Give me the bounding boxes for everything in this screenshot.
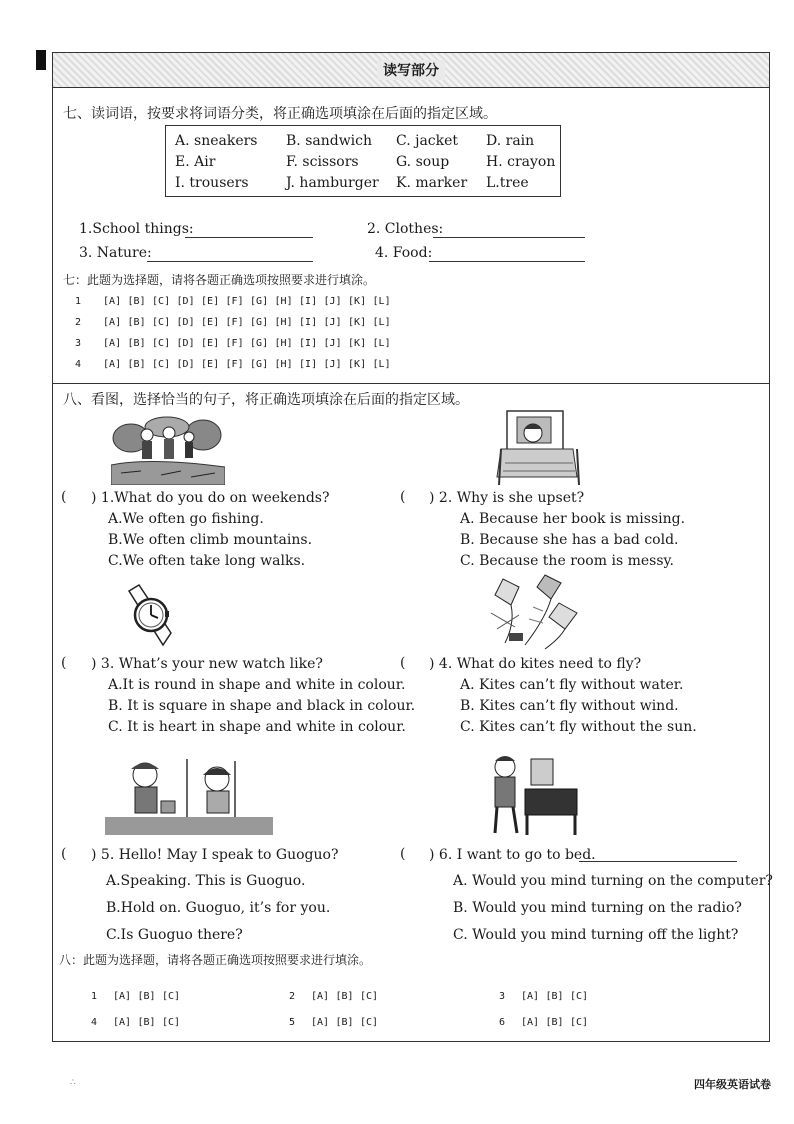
answer-bubble[interactable]: [C] bbox=[570, 991, 589, 1002]
bubble-row-8-1 bbox=[91, 991, 187, 1002]
question-3-option-b: B. It is square in shape and black in colour. bbox=[108, 698, 416, 714]
answer-bubble[interactable]: [H] bbox=[274, 338, 293, 349]
word-item: F. scissors bbox=[286, 154, 359, 170]
nature-label: 3. Nature: bbox=[79, 245, 152, 261]
word-item: A. sneakers bbox=[175, 133, 258, 149]
question-2-stem: ) 2. Why is she upset? bbox=[429, 490, 585, 506]
word-item: L.tree bbox=[486, 175, 529, 191]
answer-bubble[interactable]: [B] bbox=[545, 991, 564, 1002]
clothes-blank[interactable] bbox=[433, 237, 585, 238]
answer-bubble[interactable]: [B] bbox=[127, 317, 146, 328]
answer-bubble[interactable]: [C] bbox=[360, 1017, 379, 1028]
answer-bubble[interactable]: [E] bbox=[201, 296, 220, 307]
word-item: K. marker bbox=[396, 175, 468, 191]
answer-bubble[interactable]: [A] bbox=[113, 991, 132, 1002]
word-item: D. rain bbox=[486, 133, 535, 149]
answer-bubble[interactable]: [B] bbox=[335, 991, 354, 1002]
question-1-option-a: A.We often go fishing. bbox=[108, 511, 264, 527]
answer-bubble[interactable]: [A] bbox=[103, 359, 122, 370]
answer-bubble[interactable]: [C] bbox=[570, 1017, 589, 1028]
answer-bubble[interactable]: [B] bbox=[545, 1017, 564, 1028]
answer-bubble[interactable]: [G] bbox=[250, 338, 269, 349]
answer-bubble[interactable]: [G] bbox=[250, 317, 269, 328]
answer-bubble[interactable]: [B] bbox=[127, 338, 146, 349]
picture-family-walking bbox=[111, 413, 225, 485]
answer-paren[interactable]: ( bbox=[400, 655, 406, 671]
picture-girl-in-bed bbox=[493, 403, 583, 485]
answer-bubble[interactable]: [C] bbox=[162, 991, 181, 1002]
question-2-option-a: A. Because her book is missing. bbox=[460, 511, 686, 527]
scan-speck: ∴ bbox=[70, 1078, 76, 1088]
answer-bubble[interactable]: [I] bbox=[299, 317, 318, 328]
question-6-option-b: B. Would you mind turning on the radio? bbox=[453, 900, 742, 916]
answer-bubble[interactable]: [J] bbox=[323, 317, 342, 328]
word-item: B. sandwich bbox=[286, 133, 373, 149]
answer-bubble[interactable]: [H] bbox=[274, 296, 293, 307]
question-1-stem: ) 1.What do you do on weekends? bbox=[91, 490, 330, 506]
answer-bubble[interactable]: [K] bbox=[348, 359, 367, 370]
answer-bubble[interactable]: [H] bbox=[274, 317, 293, 328]
answer-bubble[interactable]: [A] bbox=[521, 1017, 540, 1028]
bubble-row-number: 6 bbox=[499, 1017, 506, 1028]
answer-bubble[interactable]: [E] bbox=[201, 317, 220, 328]
answer-paren[interactable]: ( bbox=[400, 489, 406, 505]
answer-bubble[interactable]: [C] bbox=[152, 296, 171, 307]
answer-bubble[interactable]: [H] bbox=[274, 359, 293, 370]
food-label: 4. Food: bbox=[375, 245, 433, 261]
question-4-option-a: A. Kites can’t fly without water. bbox=[460, 677, 684, 693]
bubble-row-8-5 bbox=[289, 1017, 385, 1028]
section-header-title: 读写部分 bbox=[377, 60, 445, 80]
question-6-stem: ) 6. I want to go to bed. bbox=[429, 847, 596, 863]
bubble-row-7-2 bbox=[75, 317, 397, 328]
answer-bubble[interactable]: [F] bbox=[225, 317, 244, 328]
answer-paren[interactable]: ( bbox=[61, 655, 67, 671]
answer-bubble[interactable]: [C] bbox=[152, 338, 171, 349]
answer-bubble[interactable]: [B] bbox=[127, 296, 146, 307]
question-6-option-a: A. Would you mind turning on the computer? bbox=[453, 873, 773, 889]
bubble-row-8-3 bbox=[499, 991, 595, 1002]
question-2-option-b: B. Because she has a bad cold. bbox=[460, 532, 679, 548]
word-item: G. soup bbox=[396, 154, 450, 170]
answer-bubble[interactable]: [L] bbox=[372, 338, 391, 349]
answer-bubble[interactable]: [C] bbox=[152, 359, 171, 370]
question-4-option-c: C. Kites can’t fly without the sun. bbox=[460, 719, 697, 735]
food-blank[interactable] bbox=[429, 261, 585, 262]
answer-paren[interactable]: ( bbox=[61, 489, 67, 505]
answer-bubble[interactable]: [F] bbox=[225, 296, 244, 307]
answer-bubble[interactable]: [F] bbox=[225, 338, 244, 349]
question-6-option-c: C. Would you mind turning off the light? bbox=[453, 927, 739, 943]
school-things-label: 1.School things: bbox=[79, 221, 194, 237]
section7-answer-note: 七：此题为选择题，请将各题正确选项按照要求进行填涂。 bbox=[63, 273, 376, 287]
answer-bubble[interactable]: [E] bbox=[201, 359, 220, 370]
answer-bubble[interactable]: [A] bbox=[103, 296, 122, 307]
question-4-stem: ) 4. What do kites need to fly? bbox=[429, 656, 642, 672]
bubble-row-number: 4 bbox=[75, 359, 82, 370]
question-6-blank[interactable] bbox=[579, 861, 737, 862]
answer-bubble[interactable]: [A] bbox=[521, 991, 540, 1002]
answer-bubble[interactable]: [L] bbox=[372, 317, 391, 328]
bubble-row-number: 1 bbox=[91, 991, 98, 1002]
bubble-row-8-2 bbox=[289, 991, 385, 1002]
answer-paren[interactable]: ( bbox=[61, 846, 67, 862]
answer-bubble[interactable]: [A] bbox=[103, 338, 122, 349]
word-item: E. Air bbox=[175, 154, 216, 170]
answer-bubble[interactable]: [E] bbox=[201, 338, 220, 349]
bubble-row-7-1 bbox=[75, 296, 397, 307]
question-5-option-b: B.Hold on. Guoguo, it’s for you. bbox=[106, 900, 331, 916]
answer-bubble[interactable]: [I] bbox=[299, 338, 318, 349]
nature-blank[interactable] bbox=[147, 261, 313, 262]
answer-bubble[interactable]: [J] bbox=[323, 359, 342, 370]
bubble-row-8-4 bbox=[91, 1017, 187, 1028]
answer-bubble[interactable]: [F] bbox=[225, 359, 244, 370]
section8-answer-note: 八：此题为选择题，请将各题正确选项按照要求进行填涂。 bbox=[59, 953, 372, 967]
answer-bubble[interactable]: [C] bbox=[360, 991, 379, 1002]
word-item: C. jacket bbox=[396, 133, 459, 149]
answer-bubble[interactable]: [K] bbox=[348, 317, 367, 328]
corner-registration-mark bbox=[36, 50, 46, 70]
bubble-row-7-3 bbox=[75, 338, 397, 349]
bubble-row-number: 2 bbox=[75, 317, 82, 328]
answer-bubble[interactable]: [J] bbox=[323, 338, 342, 349]
exam-frame bbox=[52, 52, 773, 1042]
answer-bubble[interactable]: [I] bbox=[299, 296, 318, 307]
picture-kites bbox=[485, 573, 585, 651]
question-5-stem: ) 5. Hello! May I speak to Guoguo? bbox=[91, 847, 339, 863]
question-3-option-a: A.It is round in shape and white in colour. bbox=[108, 677, 406, 693]
question-4-option-b: B. Kites can’t fly without wind. bbox=[460, 698, 679, 714]
word-item: J. hamburger bbox=[286, 175, 379, 191]
answer-bubble[interactable]: [G] bbox=[250, 359, 269, 370]
answer-bubble[interactable]: [B] bbox=[137, 1017, 156, 1028]
answer-bubble[interactable]: [A] bbox=[113, 1017, 132, 1028]
answer-bubble[interactable]: [C] bbox=[152, 317, 171, 328]
picture-phone-call bbox=[105, 759, 273, 835]
question-2-option-c: C. Because the room is messy. bbox=[460, 553, 675, 569]
section-header bbox=[53, 53, 769, 88]
bubble-row-number: 2 bbox=[289, 991, 296, 1002]
answer-bubble[interactable]: [A] bbox=[103, 317, 122, 328]
answer-bubble[interactable]: [D] bbox=[176, 359, 195, 370]
answer-bubble[interactable]: [B] bbox=[335, 1017, 354, 1028]
bubble-row-number: 5 bbox=[289, 1017, 296, 1028]
answer-bubble[interactable]: [I] bbox=[299, 359, 318, 370]
answer-bubble[interactable]: [D] bbox=[176, 317, 195, 328]
answer-bubble[interactable]: [J] bbox=[323, 296, 342, 307]
question-5-option-a: A.Speaking. This is Guoguo. bbox=[106, 873, 306, 889]
answer-bubble[interactable]: [B] bbox=[137, 991, 156, 1002]
bubble-row-number: 1 bbox=[75, 296, 82, 307]
answer-paren[interactable]: ( bbox=[400, 846, 406, 862]
answer-bubble[interactable]: [L] bbox=[372, 359, 391, 370]
answer-bubble[interactable]: [L] bbox=[372, 296, 391, 307]
question-1-option-c: C.We often take long walks. bbox=[108, 553, 306, 569]
question-3-stem: ) 3. What’s your new watch like? bbox=[91, 656, 323, 672]
answer-bubble[interactable]: [B] bbox=[127, 359, 146, 370]
answer-bubble[interactable]: [C] bbox=[162, 1017, 181, 1028]
word-item: I. trousers bbox=[175, 175, 249, 191]
section8-instruction: 八、看图，选择恰当的句子，将正确选项填涂在后面的指定区域。 bbox=[63, 392, 469, 408]
answer-bubble[interactable]: [D] bbox=[176, 296, 195, 307]
question-3-option-c: C. It is heart in shape and white in colour. bbox=[108, 719, 406, 735]
answer-bubble[interactable]: [G] bbox=[250, 296, 269, 307]
bubble-row-8-6 bbox=[499, 1017, 595, 1028]
word-box bbox=[165, 125, 561, 197]
question-1-option-b: B.We often climb mountains. bbox=[108, 532, 313, 548]
answer-bubble[interactable]: [D] bbox=[176, 338, 195, 349]
footer-paper-title: 四年级英语试卷 bbox=[694, 1078, 771, 1091]
bubble-row-7-4 bbox=[75, 359, 397, 370]
question-5-option-c: C.Is Guoguo there? bbox=[106, 927, 243, 943]
section7-instruction: 七、读词语，按要求将词语分类，将正确选项填涂在后面的指定区域。 bbox=[63, 106, 497, 122]
answer-bubble[interactable]: [K] bbox=[348, 338, 367, 349]
answer-bubble[interactable]: [A] bbox=[311, 991, 330, 1002]
word-item: H. crayon bbox=[486, 154, 556, 170]
school-things-blank[interactable] bbox=[185, 237, 313, 238]
picture-watch bbox=[125, 583, 181, 649]
answer-bubble[interactable]: [K] bbox=[348, 296, 367, 307]
clothes-label: 2. Clothes: bbox=[367, 221, 444, 237]
bubble-row-number: 4 bbox=[91, 1017, 98, 1028]
bubble-row-number: 3 bbox=[499, 991, 506, 1002]
answer-bubble[interactable]: [A] bbox=[311, 1017, 330, 1028]
bubble-row-number: 3 bbox=[75, 338, 82, 349]
section-divider bbox=[53, 383, 769, 384]
picture-boy-bed bbox=[485, 749, 581, 839]
